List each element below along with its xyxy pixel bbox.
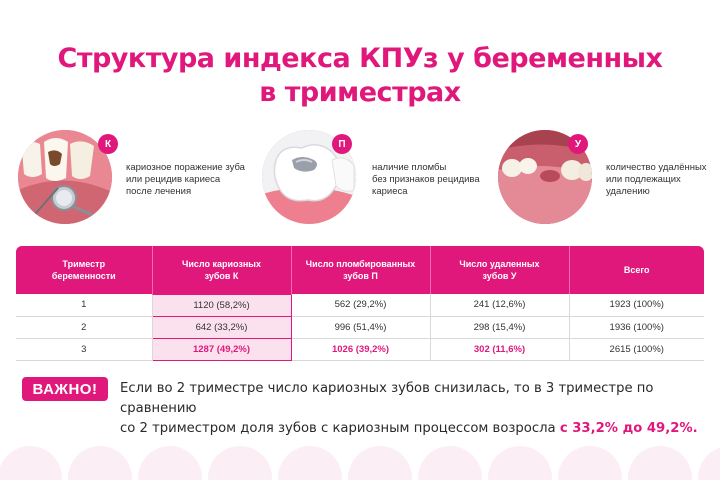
table-cell-accent: 1026 (39,2%) <box>291 338 430 360</box>
legend-k-line: или рецидив кариеса <box>126 174 221 185</box>
legend-u-description <box>606 162 707 198</box>
header-trimester: Триместр беременности <box>16 246 152 294</box>
page-title-line2: в триместрах <box>259 77 461 108</box>
legend-k-description <box>126 162 245 198</box>
table-cell: 2615 (100%) <box>569 338 704 360</box>
legend-p-line: без признаков рецидива <box>372 174 480 185</box>
table-cell-accent: 302 (11,6%) <box>430 338 569 360</box>
badge-u: У <box>568 134 588 154</box>
legend-k-line: после лечения <box>126 186 192 197</box>
table-cell: 2 <box>16 316 152 338</box>
table-cell: 1 <box>16 294 152 316</box>
table-row <box>16 316 704 338</box>
table-row <box>16 294 704 316</box>
header-carious: Число кариозных зубов К <box>152 246 291 294</box>
table-cell: 1923 (100%) <box>569 294 704 316</box>
important-note <box>120 379 710 439</box>
legend-p-description <box>372 162 480 198</box>
header-extracted: Число удаленных зубов У <box>430 246 569 294</box>
table-cell-highlighted: 642 (33,2%) <box>152 316 291 338</box>
kpu-structure-table <box>16 246 704 361</box>
page-title <box>0 42 720 110</box>
note-line2-text: со 2 триместром доля зубов с кариозным процессом возросла <box>120 421 560 436</box>
legend-item-u <box>498 130 713 226</box>
decorative-circles <box>0 438 720 480</box>
table-cell-highlighted: 1287 (49,2%) <box>152 338 291 360</box>
important-badge: ВАЖНО! <box>22 377 108 401</box>
table-cell: 298 (15,4%) <box>430 316 569 338</box>
note-accent: с 33,2% до 49,2%. <box>559 421 698 436</box>
table-cell-highlighted: 1120 (58,2%) <box>152 294 291 316</box>
table-cell: 562 (29,2%) <box>291 294 430 316</box>
table-cell: 3 <box>16 338 152 360</box>
table-row <box>16 338 704 360</box>
legend-u-line: удалению <box>606 186 650 197</box>
header-filled: Число пломбированных зубов П <box>291 246 430 294</box>
legend-u-line: или подлежащих <box>606 174 681 185</box>
legend-k-line: кариозное поражение зуба <box>126 162 245 173</box>
note-line1: Если во 2 триместре число кариозных зубов снизилась, то в 3 триместре по сравнению <box>120 381 654 416</box>
table-header-row <box>16 246 704 294</box>
legend-p-line: наличие пломбы <box>372 162 447 173</box>
note-line2 <box>120 419 710 439</box>
table-cell: 1936 (100%) <box>569 316 704 338</box>
badge-p: П <box>332 134 352 154</box>
badge-k: К <box>98 134 118 154</box>
table-cell: 996 (51,4%) <box>291 316 430 338</box>
header-total: Всего <box>569 246 704 294</box>
legend-item-k <box>18 130 248 226</box>
page-title-line1: Структура индекса КПУз у беременных <box>57 43 663 74</box>
table-cell: 241 (12,6%) <box>430 294 569 316</box>
legend-p-line: кариеса <box>372 186 408 197</box>
legend-item-p <box>262 130 492 226</box>
legend-u-line: количество удалённых <box>606 162 707 173</box>
